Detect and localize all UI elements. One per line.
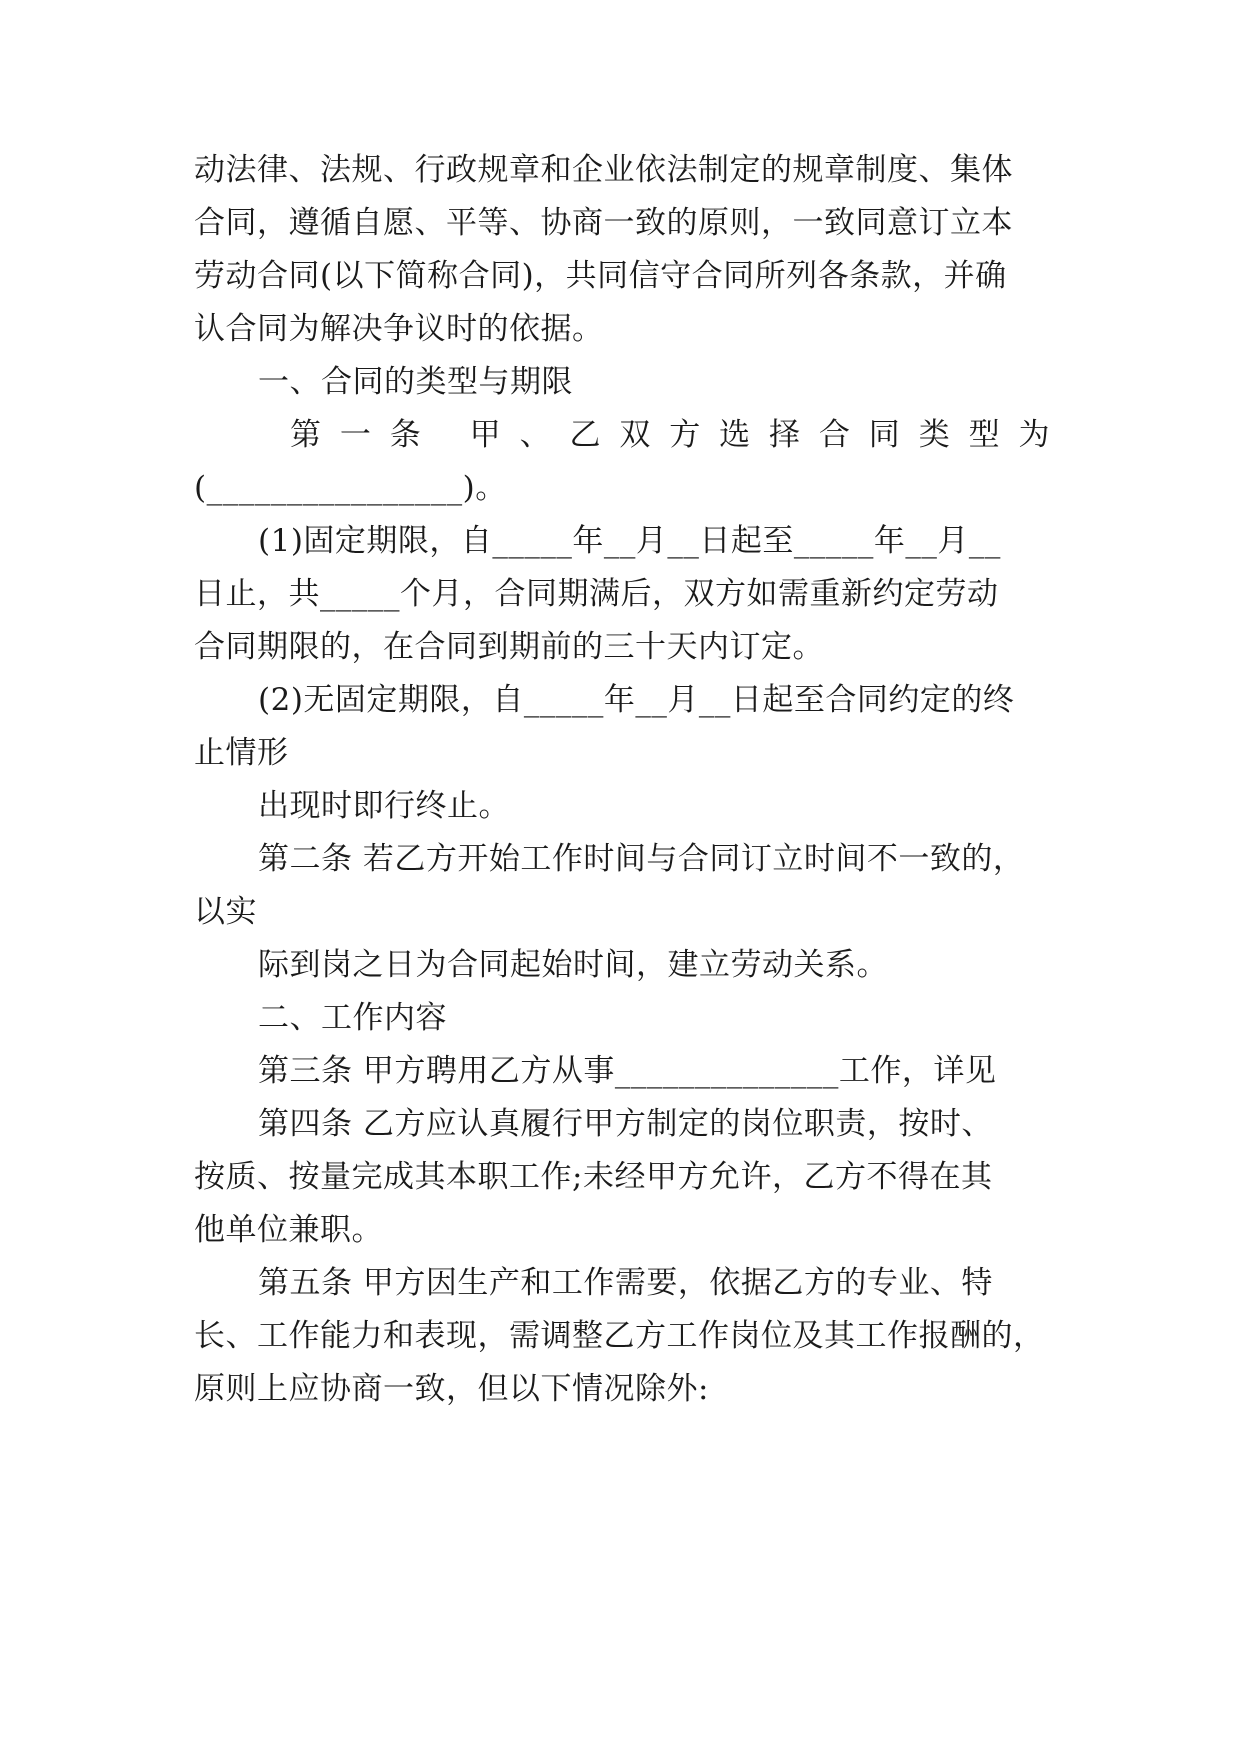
paragraph-line: (1)固定期限，自_____年__月__日起至_____年__月__ — [258, 523, 1001, 559]
article-token: 合 — [818, 417, 851, 453]
paragraph-line: 日止，共_____个月，合同期满后，双方如需重新约定劳动 — [194, 576, 999, 612]
paragraph-line: 他单位兼职。 — [194, 1212, 383, 1248]
article-token: 方 — [669, 417, 701, 453]
paragraph-line: 第二条 若乙方开始工作时间与合同订立时间不一致的， — [258, 841, 1025, 877]
article-token: 一 — [339, 417, 372, 453]
article-token: 类 — [918, 417, 951, 453]
paragraph-line: 按质、按量完成其本职工作;未经甲方允许，乙方不得在其 — [194, 1159, 993, 1195]
paragraph-line: 合同期限的，在合同到期前的三十天内订定。 — [194, 629, 824, 665]
paragraph-line: 长、工作能力和表现，需调整乙方工作岗位及其工作报酬的， — [194, 1318, 1045, 1354]
article-token: 为 — [1018, 417, 1050, 453]
paragraph-line: 合同，遵循自愿、平等、协商一致的原则，一致同意订立本 — [194, 205, 1013, 241]
paragraph-line: 认合同为解决争议时的依据。 — [194, 311, 604, 347]
paragraph-line: 际到岗之日为合同起始时间，建立劳动关系。 — [258, 947, 888, 983]
paragraph-line: 第五条 甲方因生产和工作需要，依据乙方的专业、特 — [258, 1265, 993, 1301]
section-heading: 二、工作内容 — [258, 1000, 447, 1036]
article-token: 型 — [968, 417, 1001, 453]
blank-field-line: (________________)。 — [194, 470, 507, 506]
paragraph-line: 以实 — [194, 894, 257, 930]
article-token: 第 — [290, 417, 322, 453]
paragraph-line: 出现时即行终止。 — [258, 788, 510, 824]
paragraph-line: 第三条 甲方聘用乙方从事______________工作，详见 — [258, 1053, 997, 1089]
article-token: 甲 — [469, 417, 502, 453]
paragraph-line: 劳动合同(以下简称合同)，共同信守合同所列各条款，并确 — [194, 258, 1007, 294]
article-token: 条 — [389, 417, 422, 453]
article-token: 乙 — [569, 417, 601, 453]
article-token: 同 — [868, 417, 901, 453]
paragraph-line: 第四条 乙方应认真履行甲方制定的岗位职责，按时、 — [258, 1106, 993, 1142]
article-token: 选 — [719, 417, 751, 453]
article-token: 双 — [619, 417, 651, 453]
article-token: 择 — [769, 417, 801, 453]
paragraph-line: 原则上应协商一致，但以下情况除外: — [194, 1371, 709, 1407]
section-heading: 一、合同的类型与期限 — [258, 364, 573, 400]
article-1-line — [290, 415, 1050, 455]
paragraph-line: 动法律、法规、行政规章和企业依法制定的规章制度、集体 — [194, 152, 1013, 188]
paragraph-line: 止情形 — [194, 735, 289, 771]
paragraph-line: (2)无固定期限，自_____年__月__日起至合同约定的终 — [258, 682, 1015, 718]
article-token: 、 — [519, 417, 552, 453]
